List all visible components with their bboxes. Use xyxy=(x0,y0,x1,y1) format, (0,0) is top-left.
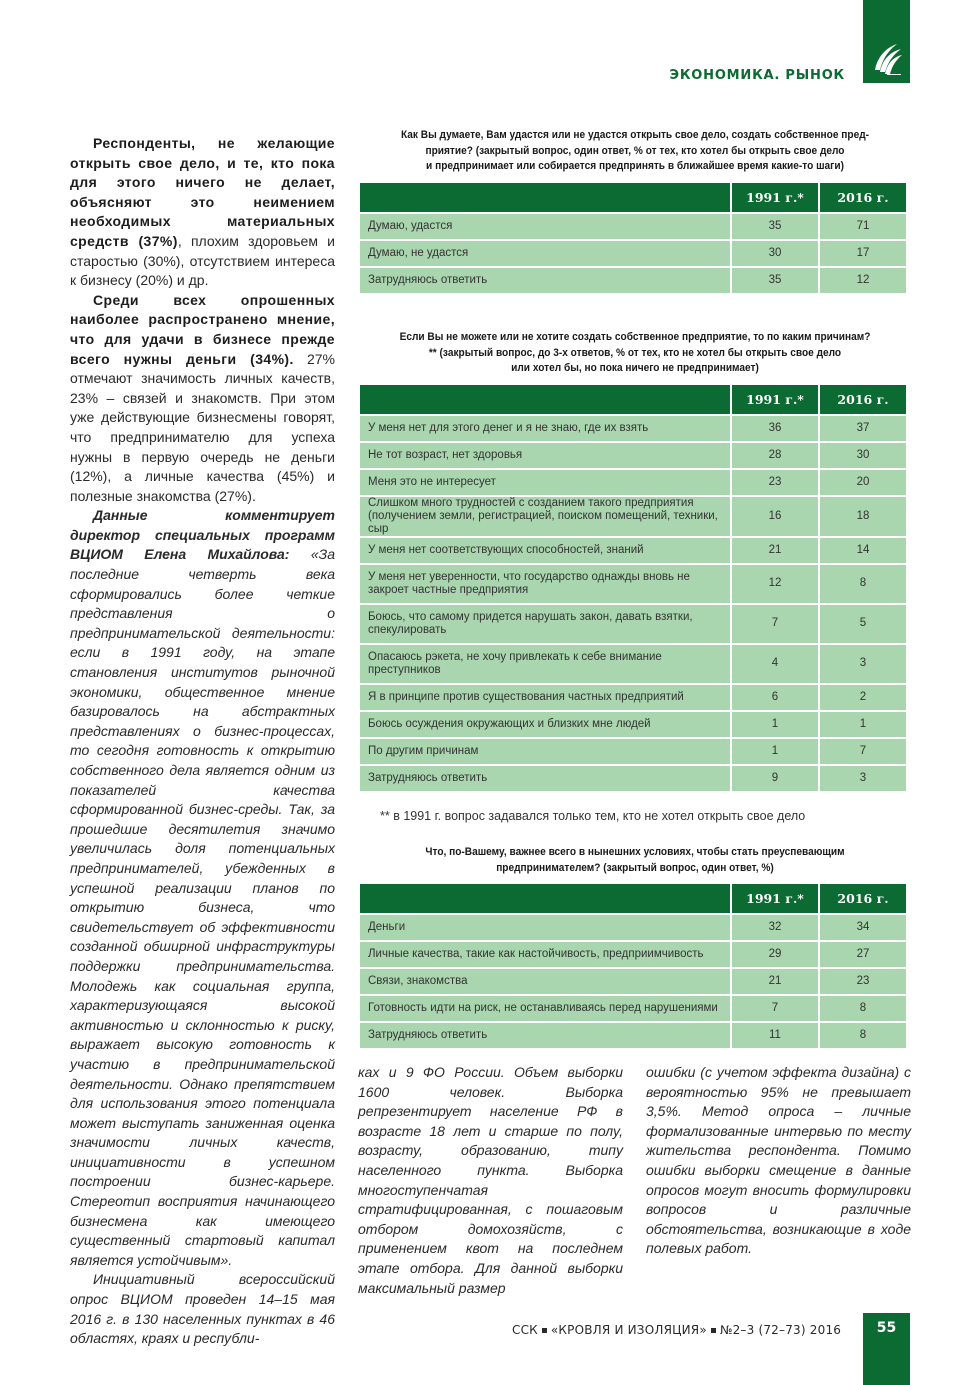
square-bullet-icon xyxy=(542,1328,547,1333)
table-caption xyxy=(382,330,888,377)
value-2016: 14 xyxy=(820,538,906,563)
value-2016: 12 xyxy=(820,268,906,293)
bold-lead: Респонденты, не желающие открыть свое дело, и те, кто пока для этого ничего не делает, объясняют это неимением необходимых материальных средств (37%) xyxy=(70,135,335,249)
row-label: Не тот возраст, нет здоровья xyxy=(360,443,730,468)
table-caption xyxy=(382,845,888,876)
value-1991: 1 xyxy=(732,712,818,737)
caption-line: Если Вы не можете или не хотите создать собственное предприятие, то по каким причинам? xyxy=(399,331,871,343)
table-row xyxy=(360,712,906,737)
value-2016: 8 xyxy=(820,1023,906,1048)
row-label: У меня нет соответствующих способностей, знаний xyxy=(360,538,730,563)
value-2016: 34 xyxy=(820,915,906,940)
caption-line: Как Вы думаете, Вам удастся или не удастся открыть свое дело, создать собственное пред- xyxy=(400,129,869,141)
column-header xyxy=(360,385,730,414)
table-row xyxy=(360,241,906,266)
value-2016: 2 xyxy=(820,685,906,710)
value-1991: 29 xyxy=(732,942,818,967)
value-2016: 23 xyxy=(820,969,906,994)
row-label: Затрудняюсь ответить xyxy=(360,766,730,791)
caption-line: ** (закрытый вопрос, до 3-х ответов, % от тех, кто не хотел бы открыть свое дело xyxy=(428,346,842,359)
table-row xyxy=(360,470,906,495)
table-header-row xyxy=(360,385,906,414)
quote-attribution: Данные комментирует директор специальных программ ВЦИОМ Елена Михайлова: xyxy=(70,507,335,563)
value-2016: 37 xyxy=(820,416,906,441)
value-2016: 27 xyxy=(820,942,906,967)
paragraph xyxy=(646,1063,911,1259)
section-tab xyxy=(863,0,910,83)
column-header xyxy=(360,884,730,913)
row-label: У меня нет уверенности, что государство однажды вновь не закроет частные предприятия xyxy=(360,565,730,603)
table-row xyxy=(360,565,906,603)
text: 27% отмечают значимость личных качеств, 23% – связей и знакомств. При этом уже действующие бизнесмены говорят, что предпринимателю для успеха нужны в первую очередь не деньги (12%), а личные качества (45%) и полезные знакомства (27%). xyxy=(70,350,335,504)
table-row xyxy=(360,268,906,293)
value-2016: 8 xyxy=(820,996,906,1021)
row-label: Связи, знакомства xyxy=(360,969,730,994)
value-1991: 23 xyxy=(732,470,818,495)
caption-line: и предпринимает или собирается предпринять в ближайшее время какие-то шаги) xyxy=(426,160,844,172)
value-1991: 36 xyxy=(732,416,818,441)
table-header-row xyxy=(360,183,906,212)
table-row xyxy=(360,685,906,710)
table-header-row xyxy=(360,884,906,913)
article-column-right xyxy=(646,1063,911,1259)
row-label: Боюсь осуждения окружающих и близких мне людей xyxy=(360,712,730,737)
row-label: Боюсь, что самому придется нарушать закон, давать взятки, спекулировать xyxy=(360,605,730,643)
value-2016: 8 xyxy=(820,565,906,603)
table-row xyxy=(360,915,906,940)
square-bullet-icon xyxy=(711,1328,716,1333)
value-2016: 5 xyxy=(820,605,906,643)
row-label: Думаю, не удастся xyxy=(360,241,730,266)
table-row xyxy=(360,942,906,967)
publisher-logo-icon xyxy=(871,36,903,76)
value-1991: 4 xyxy=(732,645,818,683)
value-2016: 3 xyxy=(820,645,906,683)
journal-title: «КРОВЛЯ И ИЗОЛЯЦИЯ» xyxy=(550,1323,707,1337)
article-column-middle xyxy=(358,1063,623,1298)
table-row xyxy=(360,214,906,239)
table-row xyxy=(360,538,906,563)
caption-line: Что, по-Вашему, важнее всего в нынешних условиях, чтобы стать преуспевающим xyxy=(425,846,845,858)
paragraph xyxy=(70,291,335,507)
value-2016: 3 xyxy=(820,766,906,791)
paragraph xyxy=(70,1270,335,1348)
value-1991: 32 xyxy=(732,915,818,940)
value-1991: 12 xyxy=(732,565,818,603)
row-label: Деньги xyxy=(360,915,730,940)
value-2016: 17 xyxy=(820,241,906,266)
data-table xyxy=(358,383,908,793)
value-2016: 7 xyxy=(820,739,906,764)
value-1991: 28 xyxy=(732,443,818,468)
value-1991: 21 xyxy=(732,969,818,994)
value-1991: 7 xyxy=(732,996,818,1021)
value-1991: 9 xyxy=(732,766,818,791)
column-header-1991: 1991 г.* xyxy=(732,385,818,414)
value-1991: 21 xyxy=(732,538,818,563)
value-1991: 30 xyxy=(732,241,818,266)
methodology-text: ошибки (с учетом эффекта дизайна) с вероятностью 95% не превышает 3,5%. Метод опроса – личные формализованные интервью по месту жительства респондента. Помимо ошибки выборки смещение в данные опросов могут вносить формулировки вопросов и различные обстоятельства, возникающие в ходе полевых работ. xyxy=(646,1064,911,1257)
table-row xyxy=(360,739,906,764)
text: , плохим здоровьем и старостью (30%), отсутствием интереса к бизнесу (20%) и др. xyxy=(70,232,335,289)
value-1991: 16 xyxy=(732,497,818,536)
row-label: Личные качества, такие как настойчивость, предприимчивость xyxy=(360,942,730,967)
column-header-1991: 1991 г.* xyxy=(732,884,818,913)
data-table xyxy=(358,181,908,295)
table-row xyxy=(360,605,906,643)
methodology-text: ках и 9 ФО России. Объем выборки 1600 человек. Выборка репрезентирует население РФ в возрасте 18 лет и старше по полу, возрасту, образованию, типу населенного пункта. Выборка многоступенчатая стратифицированная, с пошаговым отбором домохозяйств, с применением квот на последнем этапе отбора. Для данной выборки максимальный размер xyxy=(358,1064,623,1296)
value-2016: 30 xyxy=(820,443,906,468)
row-label: Затрудняюсь ответить xyxy=(360,268,730,293)
section-title: ЭКОНОМИКА. РЫНОК xyxy=(669,68,845,83)
row-label: Слишком много трудностей с созданием такого предприятия (получением земли, регистрацией, поиском помещений, техники, сыр xyxy=(360,497,730,536)
column-header xyxy=(360,183,730,212)
row-label: Меня это не интересует xyxy=(360,470,730,495)
data-table xyxy=(358,882,908,1050)
value-1991: 35 xyxy=(732,268,818,293)
value-1991: 35 xyxy=(732,214,818,239)
caption-line: приятие? (закрытый вопрос, один ответ, % от тех, кто хотел бы открыть свое дело xyxy=(425,144,845,157)
caption-line: предпринимателем? (закрытый вопрос, один ответ, %) xyxy=(496,861,774,874)
column-header-1991: 1991 г.* xyxy=(732,183,818,212)
row-label: Затрудняюсь ответить xyxy=(360,1023,730,1048)
value-2016: 71 xyxy=(820,214,906,239)
column-header-2016: 2016 г. xyxy=(820,183,906,212)
row-label: Готовность идти на риск, не останавливаясь перед нарушениями xyxy=(360,996,730,1021)
paragraph xyxy=(70,134,335,291)
row-label: По другим причинам xyxy=(360,739,730,764)
row-label: Опасаюсь рэкета, не хочу привлекать к себе внимание преступников xyxy=(360,645,730,683)
paragraph xyxy=(358,1063,623,1298)
survey-table-1 xyxy=(360,128,910,295)
issue-number: №2–3 (72–73) 2016 xyxy=(719,1323,842,1337)
row-label: У меня нет для этого денег и я не знаю, где их взять xyxy=(360,416,730,441)
quote-text: «За последние четверть века сформировались более четкие представления о предпринимательской деятельности: если в 1991 году, на этапе становления институтов рыночной экономики, общественное мнение базировалось на абстрактных представлениях о бизнес-процессах, то сегодня готовность к открытию собственного дела является одним из показателей качества сформированной бизнес-среды. Так, за прошедшие десятилетия значимо увеличилась доля потенциальных предпринимателей, убежденных в успешной реализации планов по открытию бизнеса, что свидетельствует об эффективности созданной обширной инфраструктуры поддержки предпринимательства. Молодежь как социальная группа, характеризующаяся высокой активностью и склонностью к риску, выражает высокую готовность к участию в предпринимательской деятельности. Однако препятствием для использования этого потенциала может выступать заниженная оценка значимости личных качеств, инициативности в успешном построении бизнес-карьере. Стереотип восприятия начинающего бизнесмена как имеющего существенный стартовый капитал является устойчивым». xyxy=(70,546,335,1268)
methodology-text: Инициативный всероссийский опрос ВЦИОМ проведен 14–15 мая 2016 г. в 130 населенных пунктах в 46 областях, краях и республи- xyxy=(70,1271,335,1347)
value-1991: 7 xyxy=(732,605,818,643)
survey-table-2 xyxy=(360,330,910,793)
publisher-name: ССК xyxy=(512,1323,538,1337)
bold-lead: Среди всех опрошенных наиболее распространено мнение, что для удачи в бизнесе прежде всего нужны деньги (34%). xyxy=(70,291,335,367)
article-column-left xyxy=(70,134,335,1349)
value-1991: 11 xyxy=(732,1023,818,1048)
column-header-2016: 2016 г. xyxy=(820,385,906,414)
table-row xyxy=(360,766,906,791)
value-1991: 1 xyxy=(732,739,818,764)
value-2016: 1 xyxy=(820,712,906,737)
table-row xyxy=(360,1023,906,1048)
caption-line: или хотел бы, но пока ничего не предпринимает) xyxy=(511,362,759,374)
row-label: Думаю, удастся xyxy=(360,214,730,239)
table-row xyxy=(360,497,906,536)
table-row xyxy=(360,996,906,1021)
page-number-tab xyxy=(863,1313,910,1385)
paragraph xyxy=(70,506,335,1270)
page-number: 55 xyxy=(876,1320,897,1336)
value-2016: 18 xyxy=(820,497,906,536)
column-header-2016: 2016 г. xyxy=(820,884,906,913)
row-label: Я в принципе против существования частных предприятий xyxy=(360,685,730,710)
survey-table-3 xyxy=(360,845,910,1050)
journal-footer xyxy=(512,1323,841,1337)
table-footnote: ** в 1991 г. вопрос задавался только тем, кто не хотел открыть свое дело xyxy=(380,809,806,823)
value-1991: 6 xyxy=(732,685,818,710)
table-caption xyxy=(382,128,888,175)
value-2016: 20 xyxy=(820,470,906,495)
table-row xyxy=(360,969,906,994)
table-row xyxy=(360,645,906,683)
table-row xyxy=(360,416,906,441)
table-row xyxy=(360,443,906,468)
